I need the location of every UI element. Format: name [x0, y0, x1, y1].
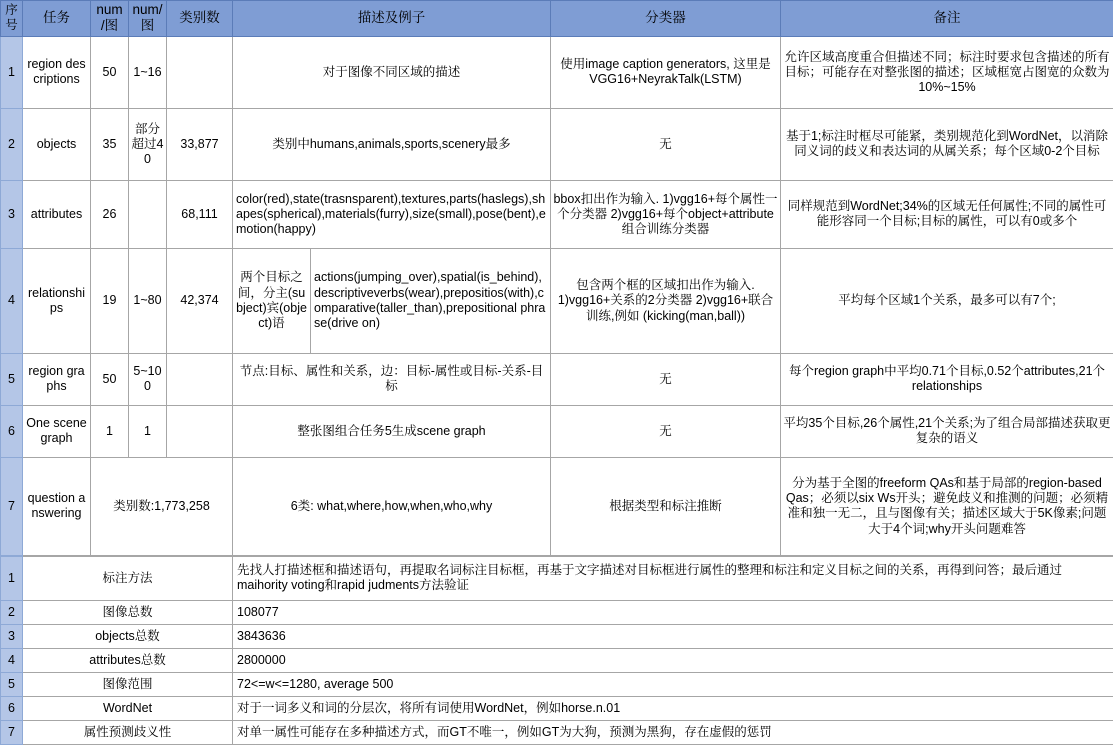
table-row	[1, 353, 1113, 405]
row-category-count: 42,374	[167, 248, 233, 353]
row-notes: 平均每个区域1个关系，最多可以有7个;	[781, 248, 1113, 353]
row-task: question answering	[23, 457, 91, 555]
row-num-per-image-1: 26	[91, 180, 129, 248]
row-description-examples: actions(jumping_over),spatial(is_behind),descriptiveverbs(wear),prepositios(with),comparative(taller_than),prepositional phrase(drive on)	[311, 248, 551, 353]
header-notes: 备注	[781, 1, 1113, 37]
stats-row-value: 对单一属性可能存在多种描述方式，而GT不唯一，例如GT为大狗，预测为黑狗，存在虚假的惩罚	[233, 720, 1113, 744]
row-classifier: 包含两个框的区域扣出作为输入. 1)vgg16+关系的2分类器 2)vgg16+联合训练,例如 (kicking(man,ball))	[551, 248, 781, 353]
row-num-per-image-1: 50	[91, 353, 129, 405]
header-num1-line2: /图	[101, 18, 118, 33]
row-notes: 基于1;标注时框尽可能紧，类别规范化到WordNet，以消除同义词的歧义和表达词的从属关系；每个区域0-2个目标	[781, 108, 1113, 180]
stats-row-seq: 6	[1, 696, 23, 720]
row-task: objects	[23, 108, 91, 180]
row-classifier: 无	[551, 353, 781, 405]
stats-row-label: objects总数	[23, 624, 233, 648]
stats-row-value: 72<=w<=1280, average 500	[233, 672, 1113, 696]
stats-row	[1, 696, 1113, 720]
row-category-count	[167, 353, 233, 405]
row-category-count-merged: 类别数:1,773,258	[91, 457, 233, 555]
stats-row-label: 标注方法	[23, 556, 233, 600]
stats-row-label: WordNet	[23, 696, 233, 720]
row-num-per-image-2	[129, 180, 167, 248]
row-task: relationships	[23, 248, 91, 353]
row-seq: 7	[1, 457, 23, 555]
table-row	[1, 180, 1113, 248]
row-task: attributes	[23, 180, 91, 248]
stats-row-value: 2800000	[233, 648, 1113, 672]
header-category-count: 类别数	[167, 1, 233, 37]
stats-row-value: 3843636	[233, 624, 1113, 648]
stats-row-label: 图像总数	[23, 600, 233, 624]
row-description: 类别中humans,animals,sports,scenery最多	[233, 108, 551, 180]
row-num-per-image-2: 1~80	[129, 248, 167, 353]
row-description: 对于图像不同区域的描述	[233, 36, 551, 108]
table-row	[1, 405, 1113, 457]
header-num-per-image-2	[129, 1, 167, 37]
row-notes: 允许区域高度重合但描述不同；标注时要求包含描述的所有目标；可能存在对整张图的描述；区域框宽占图宽的众数为10%~15%	[781, 36, 1113, 108]
header-num2-line2: 图	[141, 18, 155, 33]
row-seq: 6	[1, 405, 23, 457]
stats-row-label: attributes总数	[23, 648, 233, 672]
row-num-per-image-2: 1~16	[129, 36, 167, 108]
row-classifier: 无	[551, 405, 781, 457]
row-seq: 4	[1, 248, 23, 353]
row-num-per-image-1: 50	[91, 36, 129, 108]
row-classifier: 使用image caption generators, 这里是VGG16+NeyrakTalk(LSTM)	[551, 36, 781, 108]
stats-row	[1, 672, 1113, 696]
dataset-stats-table	[0, 556, 1113, 745]
stats-row	[1, 720, 1113, 744]
row-task: region descriptions	[23, 36, 91, 108]
row-category-count: 68,111	[167, 180, 233, 248]
row-description: color(red),state(trasnsparent),textures,parts(haslegs),shapes(spherical),materials(furry),size(small),pose(bent),emotion(happy)	[233, 180, 551, 248]
row-category-count	[167, 405, 233, 457]
stats-row-seq: 1	[1, 556, 23, 600]
table-row	[1, 248, 1113, 353]
header-seq-line2: 号	[5, 18, 18, 32]
row-classifier: 无	[551, 108, 781, 180]
stats-row	[1, 600, 1113, 624]
stats-row-label: 属性预测歧义性	[23, 720, 233, 744]
stats-row-label: 图像范围	[23, 672, 233, 696]
row-seq: 2	[1, 108, 23, 180]
row-category-count: 33,877	[167, 108, 233, 180]
row-description-subject-object: 两个目标之间，分主(subject)宾(object)语	[233, 248, 311, 353]
table-row	[1, 108, 1113, 180]
stats-row	[1, 648, 1113, 672]
row-classifier: bbox扣出作为输入. 1)vgg16+每个属性一个分类器 2)vgg16+每个object+attribute组合训练分类器	[551, 180, 781, 248]
header-num1-line1: num	[96, 2, 122, 17]
table-row	[1, 36, 1113, 108]
row-category-count	[167, 36, 233, 108]
header-seq	[1, 1, 23, 37]
row-num-per-image-2: 部分超过40	[129, 108, 167, 180]
row-seq: 1	[1, 36, 23, 108]
table-header-row	[1, 1, 1113, 37]
header-num2-line1: num/	[132, 2, 162, 17]
row-notes: 每个region graph中平均0.71个目标,0.52个attributes,21个relationships	[781, 353, 1113, 405]
row-seq: 5	[1, 353, 23, 405]
row-seq: 3	[1, 180, 23, 248]
row-num-per-image-2: 5~100	[129, 353, 167, 405]
row-num-per-image-1: 35	[91, 108, 129, 180]
row-num-per-image-2: 1	[129, 405, 167, 457]
stats-row-value: 先找人打描述框和描述语句，再提取名词标注目标框，再基于文字描述对目标框进行属性的整理和标注和定义目标之间的关系，再得到问答；最后通过maihority voting和rapid judments方法验证	[233, 556, 1113, 600]
header-num-per-image-1	[91, 1, 129, 37]
row-classifier: 根据类型和标注推断	[551, 457, 781, 555]
stats-row-seq: 5	[1, 672, 23, 696]
row-description: 整张图组合任务5生成scene graph	[233, 405, 551, 457]
row-notes: 平均35个目标,26个属性,21个关系;为了组合局部描述获取更复杂的语义	[781, 405, 1113, 457]
stats-row	[1, 556, 1113, 600]
stats-row-seq: 7	[1, 720, 23, 744]
header-description: 描述及例子	[233, 1, 551, 37]
header-classifier: 分类器	[551, 1, 781, 37]
table-row	[1, 457, 1113, 555]
stats-row-seq: 3	[1, 624, 23, 648]
row-task: One scene graph	[23, 405, 91, 457]
row-notes: 分为基于全图的freeform QAs和基于局部的region-based Qas；必须以six Ws开头；避免歧义和推测的问题；必须精准和独一无二，且与图像有关；描述区域大于5K像素;问题大于4个词;why开头问题难答	[781, 457, 1113, 555]
stats-row-value: 108077	[233, 600, 1113, 624]
row-description: 6类: what,where,how,when,who,why	[233, 457, 551, 555]
row-description: 节点:目标、属性和关系，边：目标-属性或目标-关系-目标	[233, 353, 551, 405]
row-num-per-image-1: 1	[91, 405, 129, 457]
stats-row-seq: 4	[1, 648, 23, 672]
stats-row-seq: 2	[1, 600, 23, 624]
header-seq-line1: 序	[5, 3, 18, 17]
row-task: region graphs	[23, 353, 91, 405]
stats-row	[1, 624, 1113, 648]
header-task: 任务	[23, 1, 91, 37]
row-num-per-image-1: 19	[91, 248, 129, 353]
row-notes: 同样规范到WordNet;34%的区域无任何属性;不同的属性可能形容同一个目标;目标的属性，可以有0或多个	[781, 180, 1113, 248]
stats-row-value: 对于一词多义和词的分层次，将所有词使用WordNet，例如horse.n.01	[233, 696, 1113, 720]
